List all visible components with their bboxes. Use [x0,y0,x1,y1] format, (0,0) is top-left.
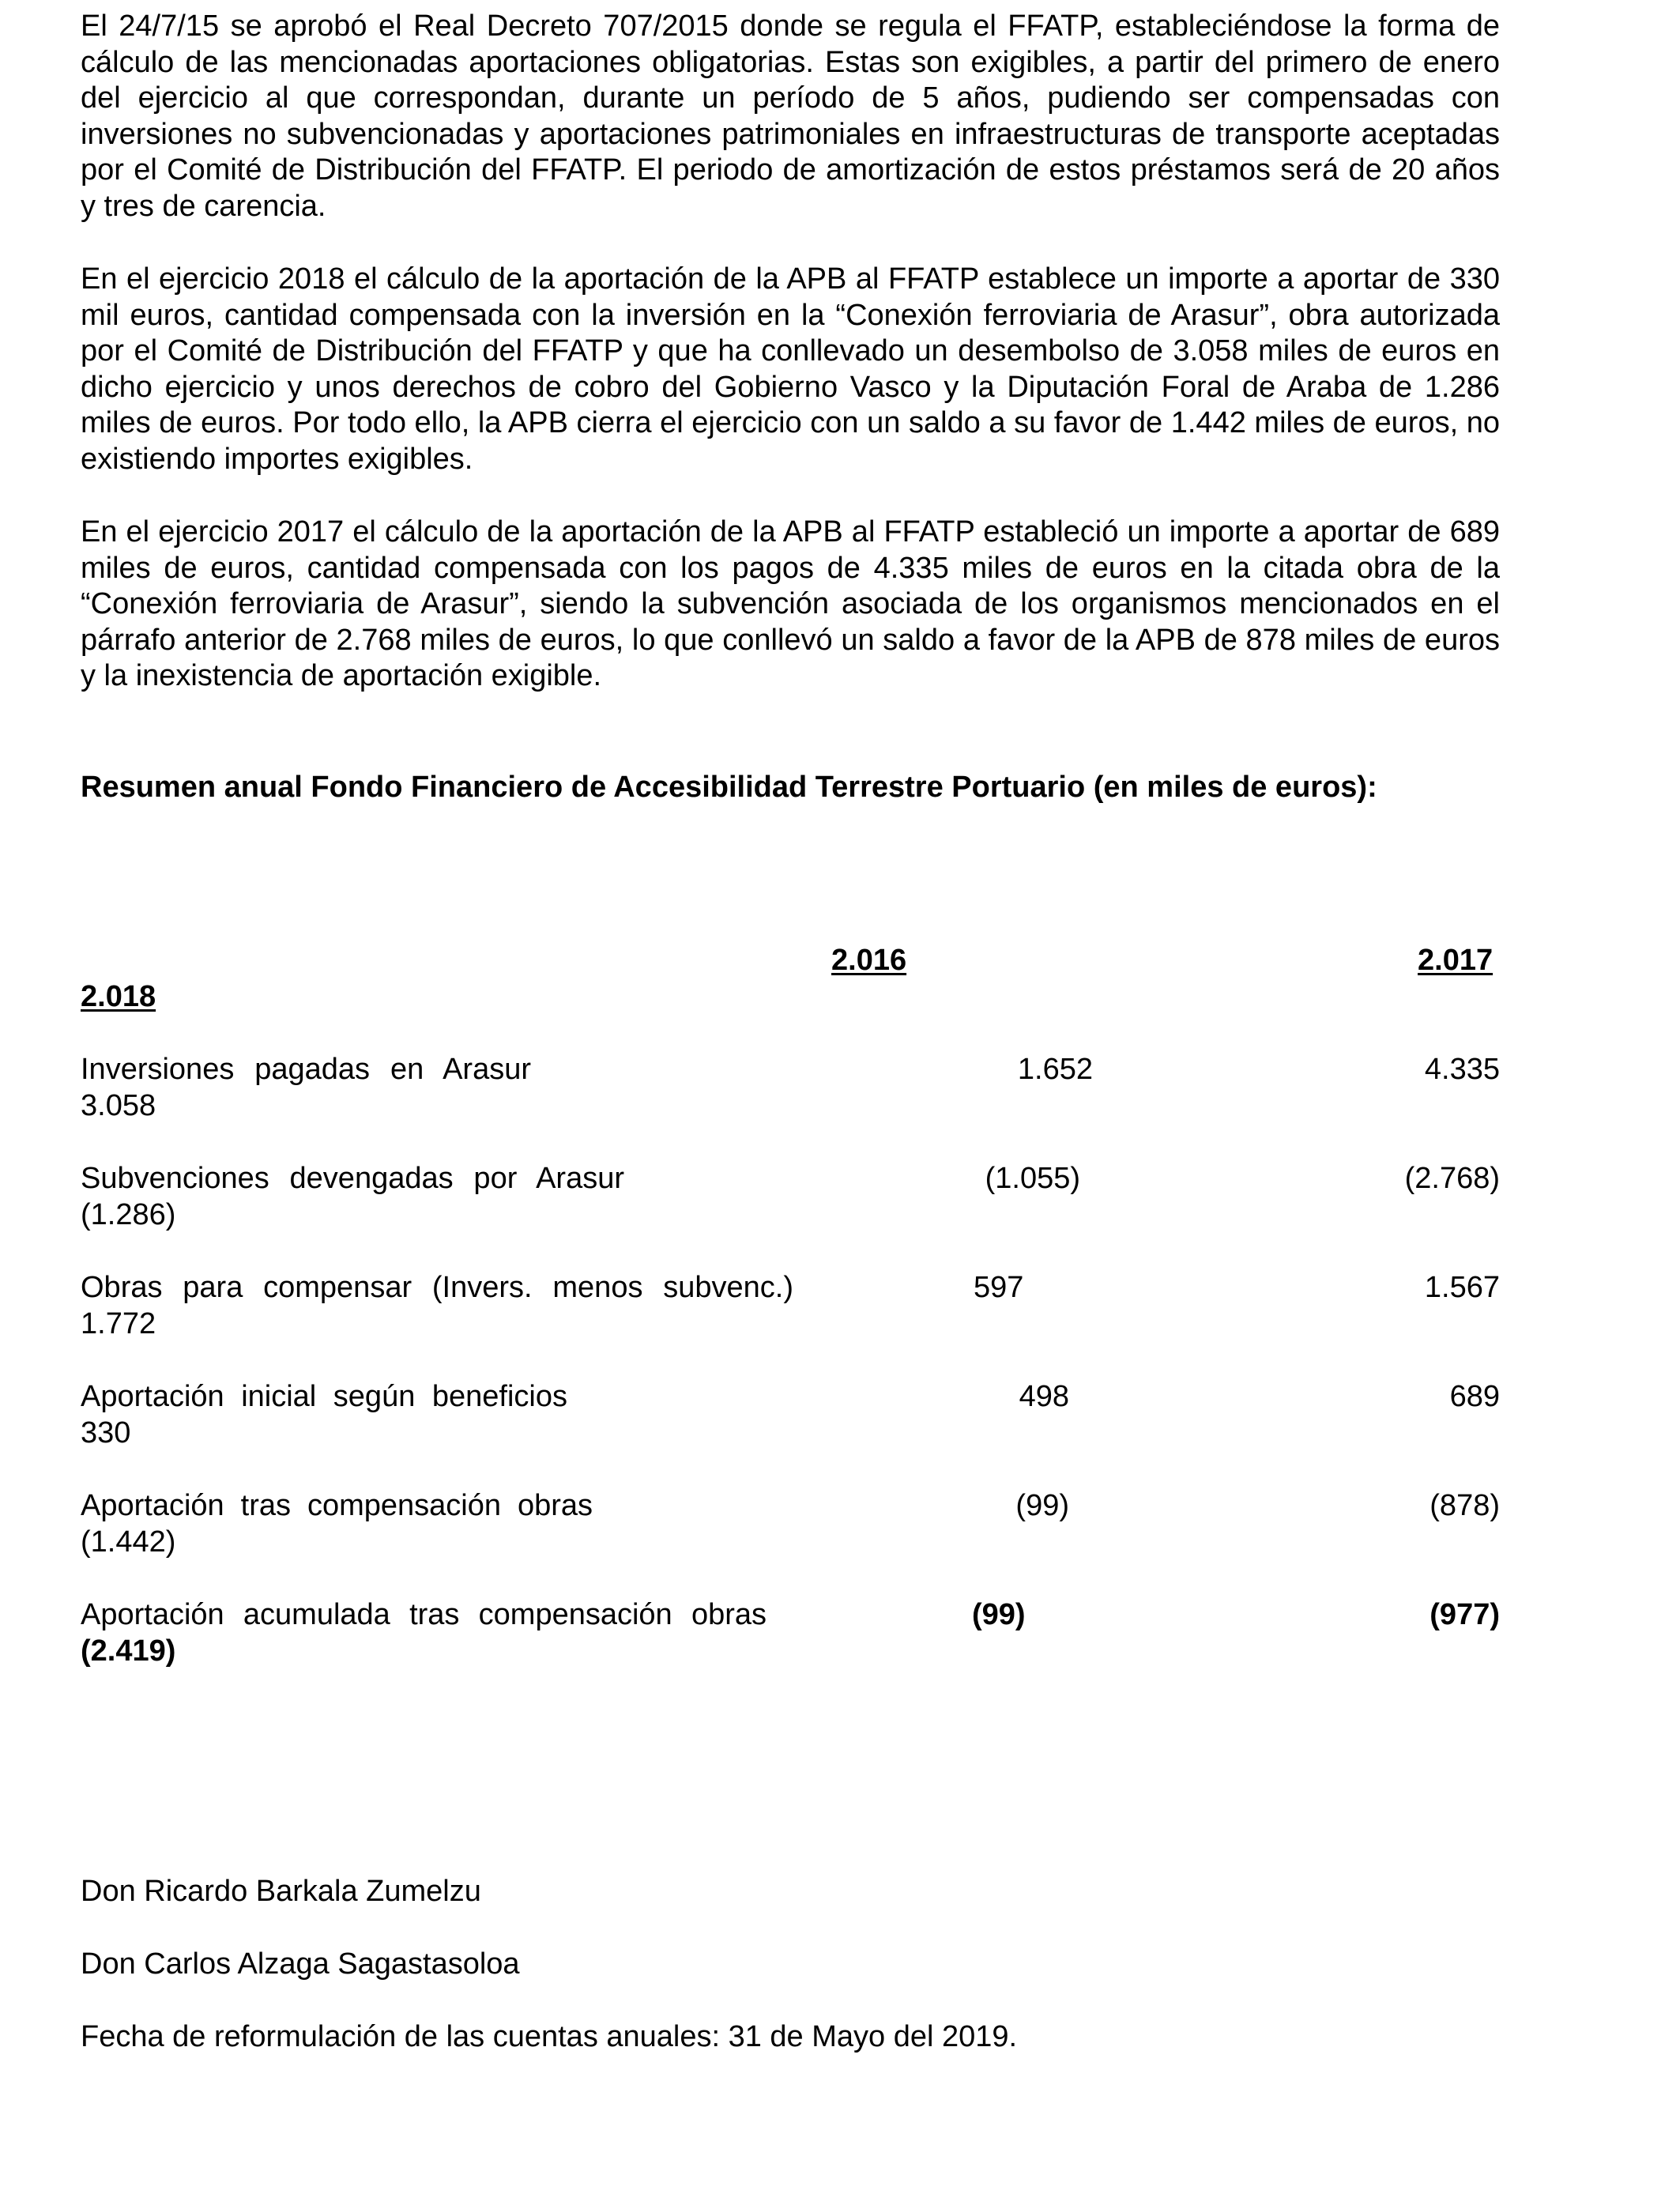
row-value-obras-compensar-2016: 597 [974,1271,1024,1304]
paragraph-ejercicio-2017: En el ejercicio 2017 el cálculo de la aportación de la APB al FFATP estableció un importe a aportar de 689 miles de euros, cantidad compensada con los pagos de 4.335 miles de euros en la citada obra de la “Conexión ferroviaria de Arasur”, siendo la subvención asociada de los organismos mencionados en el párrafo anterior de 2.768 miles de euros, lo que conllevó un saldo a favor de la APB de 878 miles de euros y la inexistencia de aportación exigible. [81,515,1500,692]
row-label-aportacion-acumulada: Aportación acumulada tras compensación obras [81,1598,767,1631]
row-label-aportacion-tras-compensacion: Aportación tras compensación obras [81,1489,593,1522]
paragraph-real-decreto: El 24/7/15 se aprobó el Real Decreto 707/2015 donde se regula el FFATP, estableciéndose la forma de cálculo de las mencionadas aportaciones obligatorias. Estas son exigibles, a partir del primero de enero del ejercicio al que correspondan, durante un período de 5 años, pudiendo ser compensadas con inversiones no subvencionadas y aportaciones patrimoniales en infraestructuras de transporte aceptadas por el Comité de Distribución del FFATP. El periodo de amortización de estos préstamos será de 20 años y tres de carencia. [81,9,1500,223]
row-value-aportacion-inicial-2017: 689 [1449,1380,1500,1413]
year-header-2018: 2.018 [81,980,156,1013]
row-value-obras-compensar-2018: 1.772 [81,1307,156,1340]
row-label-obras-compensar: Obras para compensar (Invers. menos subvenc.) [81,1271,793,1304]
reformulation-date: Fecha de reformulación de las cuentas anuales: 31 de Mayo del 2019. [81,2020,1018,2053]
row-label-aportacion-inicial: Aportación inicial según beneficios [81,1380,567,1413]
signatory-2: Don Carlos Alzaga Sagastasoloa [81,1947,520,1981]
signatory-1: Don Ricardo Barkala Zumelzu [81,1875,481,1908]
row-value-aportacion-tras-compensacion-2018: (1.442) [81,1525,176,1559]
row-value-aportacion-tras-compensacion-2016: (99) [1015,1489,1069,1522]
row-value-subvenciones-2016: (1.055) [985,1162,1080,1195]
paragraph-ejercicio-2018: En el ejercicio 2018 el cálculo de la aportación de la APB al FFATP establece un importe a aportar de 330 mil euros, cantidad compensada con la inversión en la “Conexión ferroviaria de Arasur”, obra autorizada por el Comité de Distribución del FFATP y que ha conllevado un desembolso de 3.058 miles de euros en dicho ejercicio y unos derechos de cobro del Gobierno Vasco y la Diputación Foral de Araba de 1.286 miles de euros. Por todo ello, la APB cierra el ejercicio con un saldo a su favor de 1.442 miles de euros, no existiendo importes exigibles. [81,262,1500,476]
row-value-subvenciones-2018: (1.286) [81,1198,176,1231]
row-value-inversiones-2018: 3.058 [81,1089,156,1122]
year-header-2017: 2.017 [1418,944,1494,977]
row-value-aportacion-acumulada-2017: (977) [1430,1598,1500,1631]
row-value-subvenciones-2017: (2.768) [1404,1162,1500,1195]
row-value-aportacion-inicial-2018: 330 [81,1416,131,1449]
row-value-aportacion-acumulada-2018: (2.419) [81,1634,176,1668]
row-value-obras-compensar-2017: 1.567 [1424,1271,1500,1304]
row-label-subvenciones: Subvenciones devengadas por Arasur [81,1162,624,1195]
row-value-aportacion-inicial-2016: 498 [1019,1380,1069,1413]
table-title: Resumen anual Fondo Financiero de Accesibilidad Terrestre Portuario (en miles de euros): [81,771,1377,804]
row-value-inversiones-2017: 4.335 [1424,1053,1500,1086]
row-label-inversiones: Inversiones pagadas en Arasur [81,1053,531,1086]
row-value-aportacion-acumulada-2016: (99) [972,1598,1026,1631]
row-value-inversiones-2016: 1.652 [1017,1053,1093,1086]
year-header-2016: 2.016 [831,944,907,977]
row-value-aportacion-tras-compensacion-2017: (878) [1430,1489,1500,1522]
